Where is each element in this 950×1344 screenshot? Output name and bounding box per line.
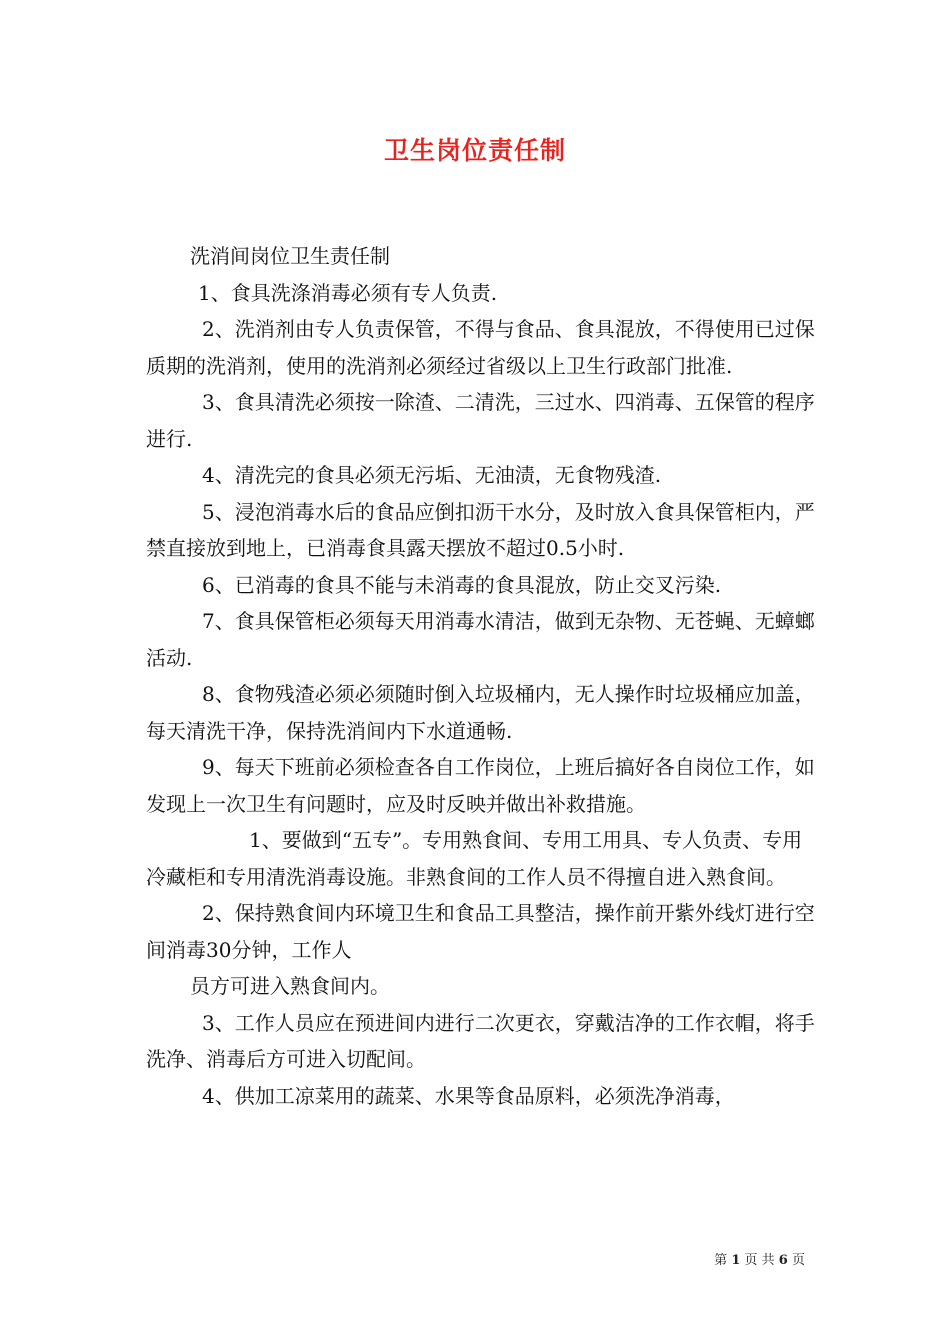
paragraph-1: 1、食具洗涤消毒必须有专人负责. (198, 280, 498, 305)
paragraph-10: 1、要做到“五专”。专用熟食间、专用工用具、专人负责、专用冷藏柜和专用清洗消毒设施。非熟食间的工作人员不得擅自进入熟食间。 (146, 828, 803, 889)
footer-suffix: 页 (791, 1253, 805, 1268)
footer-prefix: 第 (714, 1253, 728, 1268)
paragraph-14: 4、供加工凉菜用的蔬菜、水果等食品原料，必须洗净消毒， (202, 1083, 735, 1108)
paragraph-7: 7、食具保管柜必须每天用消毒水清洁，做到无杂物、无苍蝇、无蟑螂活动. (146, 609, 815, 670)
total-page-count: 6 (778, 1253, 788, 1268)
document-body (146, 238, 816, 1114)
paragraph-13: 3、工作人员应在预进间内进行二次更衣，穿戴洁净的工作衣帽，将手洗净、消毒后方可进入切配间。 (146, 1010, 815, 1071)
section-heading: 洗消间岗位卫生责任制 (190, 244, 390, 268)
paragraph-9: 9、每天下班前必须检查各自工作岗位，上班后搞好各自岗位工作，如发现上一次卫生有问题时，应及时反映并做出补救措施。 (146, 755, 815, 816)
paragraph-3: 3、食具清洗必须按一除渣、二清洗，三过水、四消毒、五保管的程序进行. (146, 390, 815, 451)
current-page-number: 1 (731, 1253, 741, 1268)
paragraph-8: 8、食物残渣必须必须随时倒入垃圾桶内，无人操作时垃圾桶应加盖，每天清洗干净，保持洗消间内下水道通畅. (146, 682, 815, 743)
paragraph-5: 5、浸泡消毒水后的食品应倒扣沥干水分，及时放入食具保管柜内，严禁直接放到地上，已消毒食具露天摆放不超过0.5小时. (146, 499, 815, 560)
paragraph-12: 员方可进入熟食间内。 (190, 974, 390, 998)
paragraph-11: 2、保持熟食间内环境卫生和食品工具整洁，操作前开紫外线灯进行空间消毒30分钟，工作人 (146, 901, 815, 962)
document-title: 卫生岗位责任制 (383, 136, 566, 165)
footer-middle: 页 共 (744, 1253, 775, 1268)
paragraph-4: 4、清洗完的食具必须无污垢、无油渍，无食物残渣. (202, 463, 662, 487)
page-footer (714, 1249, 805, 1268)
paragraph-6: 6、已消毒的食具不能与未消毒的食具混放，防止交叉污染. (202, 572, 722, 597)
paragraph-2: 2、洗消剂由专人负责保管，不得与食品、食具混放，不得使用已过保质期的洗消剂，使用的洗消剂必须经过省级以上卫生行政部门批准. (146, 317, 815, 378)
